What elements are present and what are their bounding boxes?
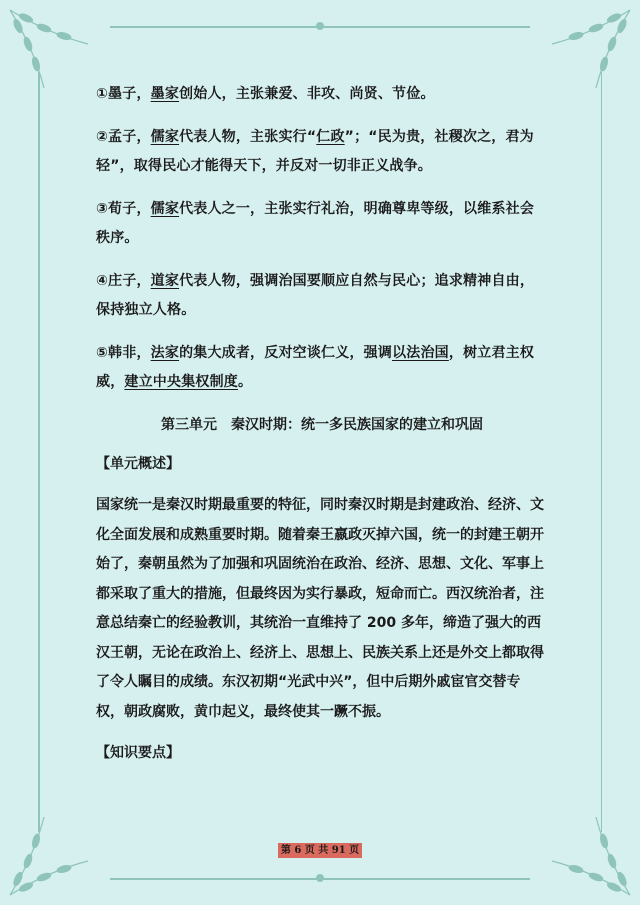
philosopher-paragraph-mozi [96,80,548,109]
document-content [96,80,548,780]
text-run: ，树立君主权威， [96,345,535,390]
corner-leaf-ornament-top-right [546,4,636,94]
frame-left-line [38,72,40,832]
text-run: ⑤韩非， [96,345,151,361]
underlined-term: 儒家 [150,129,180,145]
philosopher-paragraph-zhuangzi [96,267,548,325]
overview-paragraph: 国家统一是秦汉时期最重要的特征，同时秦汉时期是封建政治、经济、文化全面发展和成熟重要时期。随着秦王嬴政灭掉六国，统一的封建王朝开始了，秦朝虽然为了加强和巩固统治在政治、经济、思想、文化、军事上都采取了重大的措施，但最终因为实行暴政，短命而亡。西汉统治者，注意总结秦亡的经验教训，其统治一直维持了 200 多年，缔造了强大的西汉王朝，无论在政治上、经济上、思想上、民族关系上还是外交上都取得了令人瞩目的成绩。东汉初期“光武中兴”，但中后期外戚宦官交替专权，朝政腐败，黄巾起义，最终使其一蹶不振。 [96,497,544,720]
text-run: ③荀子， [96,201,151,217]
frame-top-dot [316,22,324,30]
underlined-term: 建立中央集权制度 [124,374,239,390]
text-run: 的集大成者，反对空谈仁义，强调 [179,345,393,361]
text-run: ①墨子， [96,86,151,102]
corner-leaf-ornament-top-left [4,4,94,94]
frame-bottom-dot [316,874,324,882]
underlined-term: 儒家 [150,201,180,217]
page-number-footer [0,838,640,858]
text-run: 。 [238,374,253,390]
text-run: 代表人物，强调治国要顺应自然与民心；追求精神自由，保持独立人格。 [96,273,535,318]
section-heading-overview: 【单元概述】 [96,456,180,472]
section-heading-knowledge: 【知识要点】 [96,745,180,761]
text-run: ”；“民为贵，社稷次之，君为轻”，取得民心才能得天下，并反对一切非正义战争。 [96,129,534,174]
philosopher-paragraph-hanfei [96,339,548,397]
underlined-term: 道家 [150,273,180,289]
page-number-badge: 第 6 页 共 91 页 [278,843,362,858]
underlined-term: 法家 [150,345,180,361]
text-run: 创始人，主张兼爱、非攻、尚贤、节俭。 [179,86,435,102]
unit-title: 第三单元 秦汉时期：统一多民族国家的建立和巩固 [161,417,483,433]
text-run: 代表人物，主张实行“ [179,129,317,145]
text-run: ②孟子， [96,129,151,145]
philosopher-paragraph-mengzi [96,123,548,181]
underlined-term: 墨家 [150,86,180,102]
underlined-term: 仁政 [316,129,345,145]
underlined-term: 以法治国 [392,345,449,361]
frame-right-line [601,72,603,832]
philosopher-paragraph-xunzi [96,195,548,253]
text-run: 代表人之一，主张实行礼治，明确尊卑等级，以维系社会秩序。 [96,201,535,246]
text-run: ④庄子， [96,273,151,289]
